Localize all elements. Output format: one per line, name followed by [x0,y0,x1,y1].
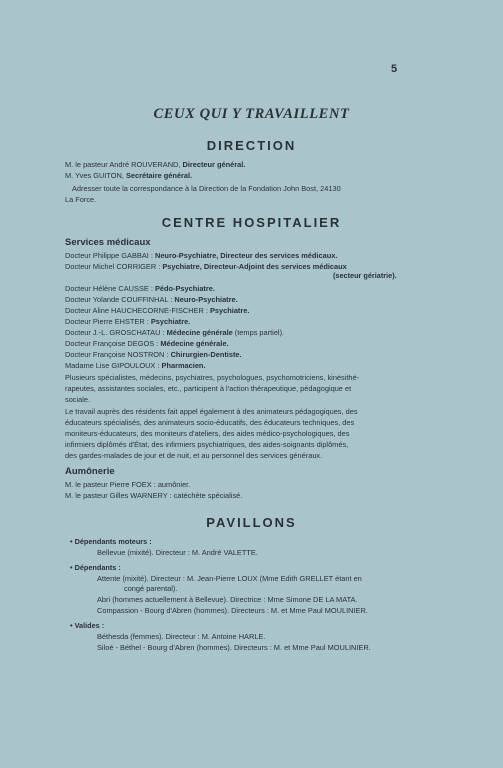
staff-row [65,262,347,271]
person-role: Psychiatre. [209,306,250,315]
paragraph-line: Plusieurs spécialistes, médecins, psychiatres, psychologues, psychomotriciens, kinésithé- [65,373,360,382]
pavillon-group-label: • Valides : [70,621,104,630]
person-name: Madame Lise GIPOULOUX : [65,361,160,370]
person-name: Docteur Françoise DEGOS : [65,339,159,348]
correspondence-note-cont: La Force. [65,195,97,204]
staff-row [65,328,284,337]
page-title: CEUX QUI Y TRAVAILLENT [153,106,350,122]
aumonerie-line: M. le pasteur Pierre FOEX : aumônier. [65,480,191,489]
paragraph-line: sociale. [65,395,91,404]
person-name: Docteur Michel CORRIGER : [65,262,161,271]
person-name: Docteur Yolande COUFFINHAL : [65,295,173,304]
paragraph-line: infirmiers diplômés d'État, des infirmiers psychiatriques, des aides-soignants diplômés, [65,440,349,449]
person-role: Neuro-Psychiatre, Directeur des services médicaux. [154,251,338,260]
person-role: Pédo-Psychiatre. [154,284,215,293]
person-role: Psychiatre. [150,317,191,326]
person-role: Médecine générale. [160,339,229,348]
person-name: Docteur Françoise NOSTRON : [65,350,169,359]
section-heading-centre: CENTRE HOSPITALIER [161,215,342,230]
page-number: 5 [391,63,398,75]
staff-row [65,284,215,293]
pavillon-line: Abri (hommes actuellement à Bellevue). Directrice : Mme Simone DE LA MATA. [97,595,358,604]
person-role: Pharmacien. [161,361,206,370]
staff-row [65,317,190,326]
person-role: Psychiatre, Directeur-Adjoint des services médicaux [162,262,347,271]
staff-row [65,339,229,348]
aumonerie-heading: Aumônerie [65,466,115,477]
paragraph-line: éducateurs spécialisés, des animateurs socio-éducatifs, des éducateurs techniques, des [65,418,355,427]
person-name: Docteur Aline HAUCHECORNE-FISCHER : [65,306,208,315]
section-heading-pavillons: PAVILLONS [206,515,297,530]
staff-row [65,350,242,359]
aumonerie-line: M. le pasteur Gilles WARNERY : catéchète spécialisé. [65,491,243,500]
direction-row [65,171,192,180]
pavillon-line: Bellevue (mixité). Directeur : M. André VALETTE. [97,548,258,557]
staff-row [65,361,206,370]
services-heading: Services médicaux [65,237,151,248]
geriatric-note: (secteur gériatrie). [333,271,397,280]
pavillon-line: Attente (mixité). Directeur : M. Jean-Pierre LOUX (Mme Edith GRELLET étant en [97,574,362,583]
person-name: M. Yves GUITON, [65,171,124,180]
person-name: Docteur Philippe GABBAI : [65,251,153,260]
paragraph-line: Le travail auprès des résidents fait appel également à des animateurs pédagogiques, des [65,407,358,416]
paragraph-line: moniteurs-éducateurs, des moniteurs d'ateliers, des aides médico-psychologiques, des [65,429,350,438]
person-role: Directeur général. [182,160,246,169]
person-role: Chirurgien-Dentiste. [170,350,242,359]
section-heading-direction: DIRECTION [206,138,297,153]
staff-row [65,306,249,315]
person-name: Docteur Pierre EHSTER : [65,317,149,326]
pavillon-group-label: • Dépendants : [70,563,121,572]
person-role: Médecine générale [166,328,233,337]
pavillon-line: congé parental). [124,584,178,593]
person-role: Neuro-Psychiatre. [174,295,238,304]
person-note: (temps partiel). [234,328,285,337]
staff-row [65,295,238,304]
staff-row [65,251,337,260]
paragraph-line: des gardes-malades de jour et de nuit, et au personnel des services généraux. [65,451,323,460]
person-name: Docteur Hélène CAUSSE : [65,284,153,293]
person-role: Secrétaire général. [125,171,193,180]
person-name: M. le pasteur André ROUVERAND, [65,160,181,169]
correspondence-note: Adresser toute la correspondance à la Direction de la Fondation John Bost, 24130 [72,184,341,193]
pavillon-line: Béthesda (femmes). Directeur : M. Antoine HARLE. [97,632,266,641]
person-name: Docteur J.-L. GROSCHATAU : [65,328,165,337]
pavillon-line: Siloé - Béthel - Bourg d'Abren (hommes). Directeurs : M. et Mme Paul MOULINIER. [97,643,371,652]
pavillon-line: Compassion - Bourg d'Abren (hommes). Directeurs : M. et Mme Paul MOULINIER. [97,606,368,615]
direction-row [65,160,245,169]
paragraph-line: rapeutes, assistantes sociales, etc., participent à l'action thérapeutique, pédagogique et [65,384,352,393]
pavillon-group-label: • Dépendants moteurs : [70,537,152,546]
